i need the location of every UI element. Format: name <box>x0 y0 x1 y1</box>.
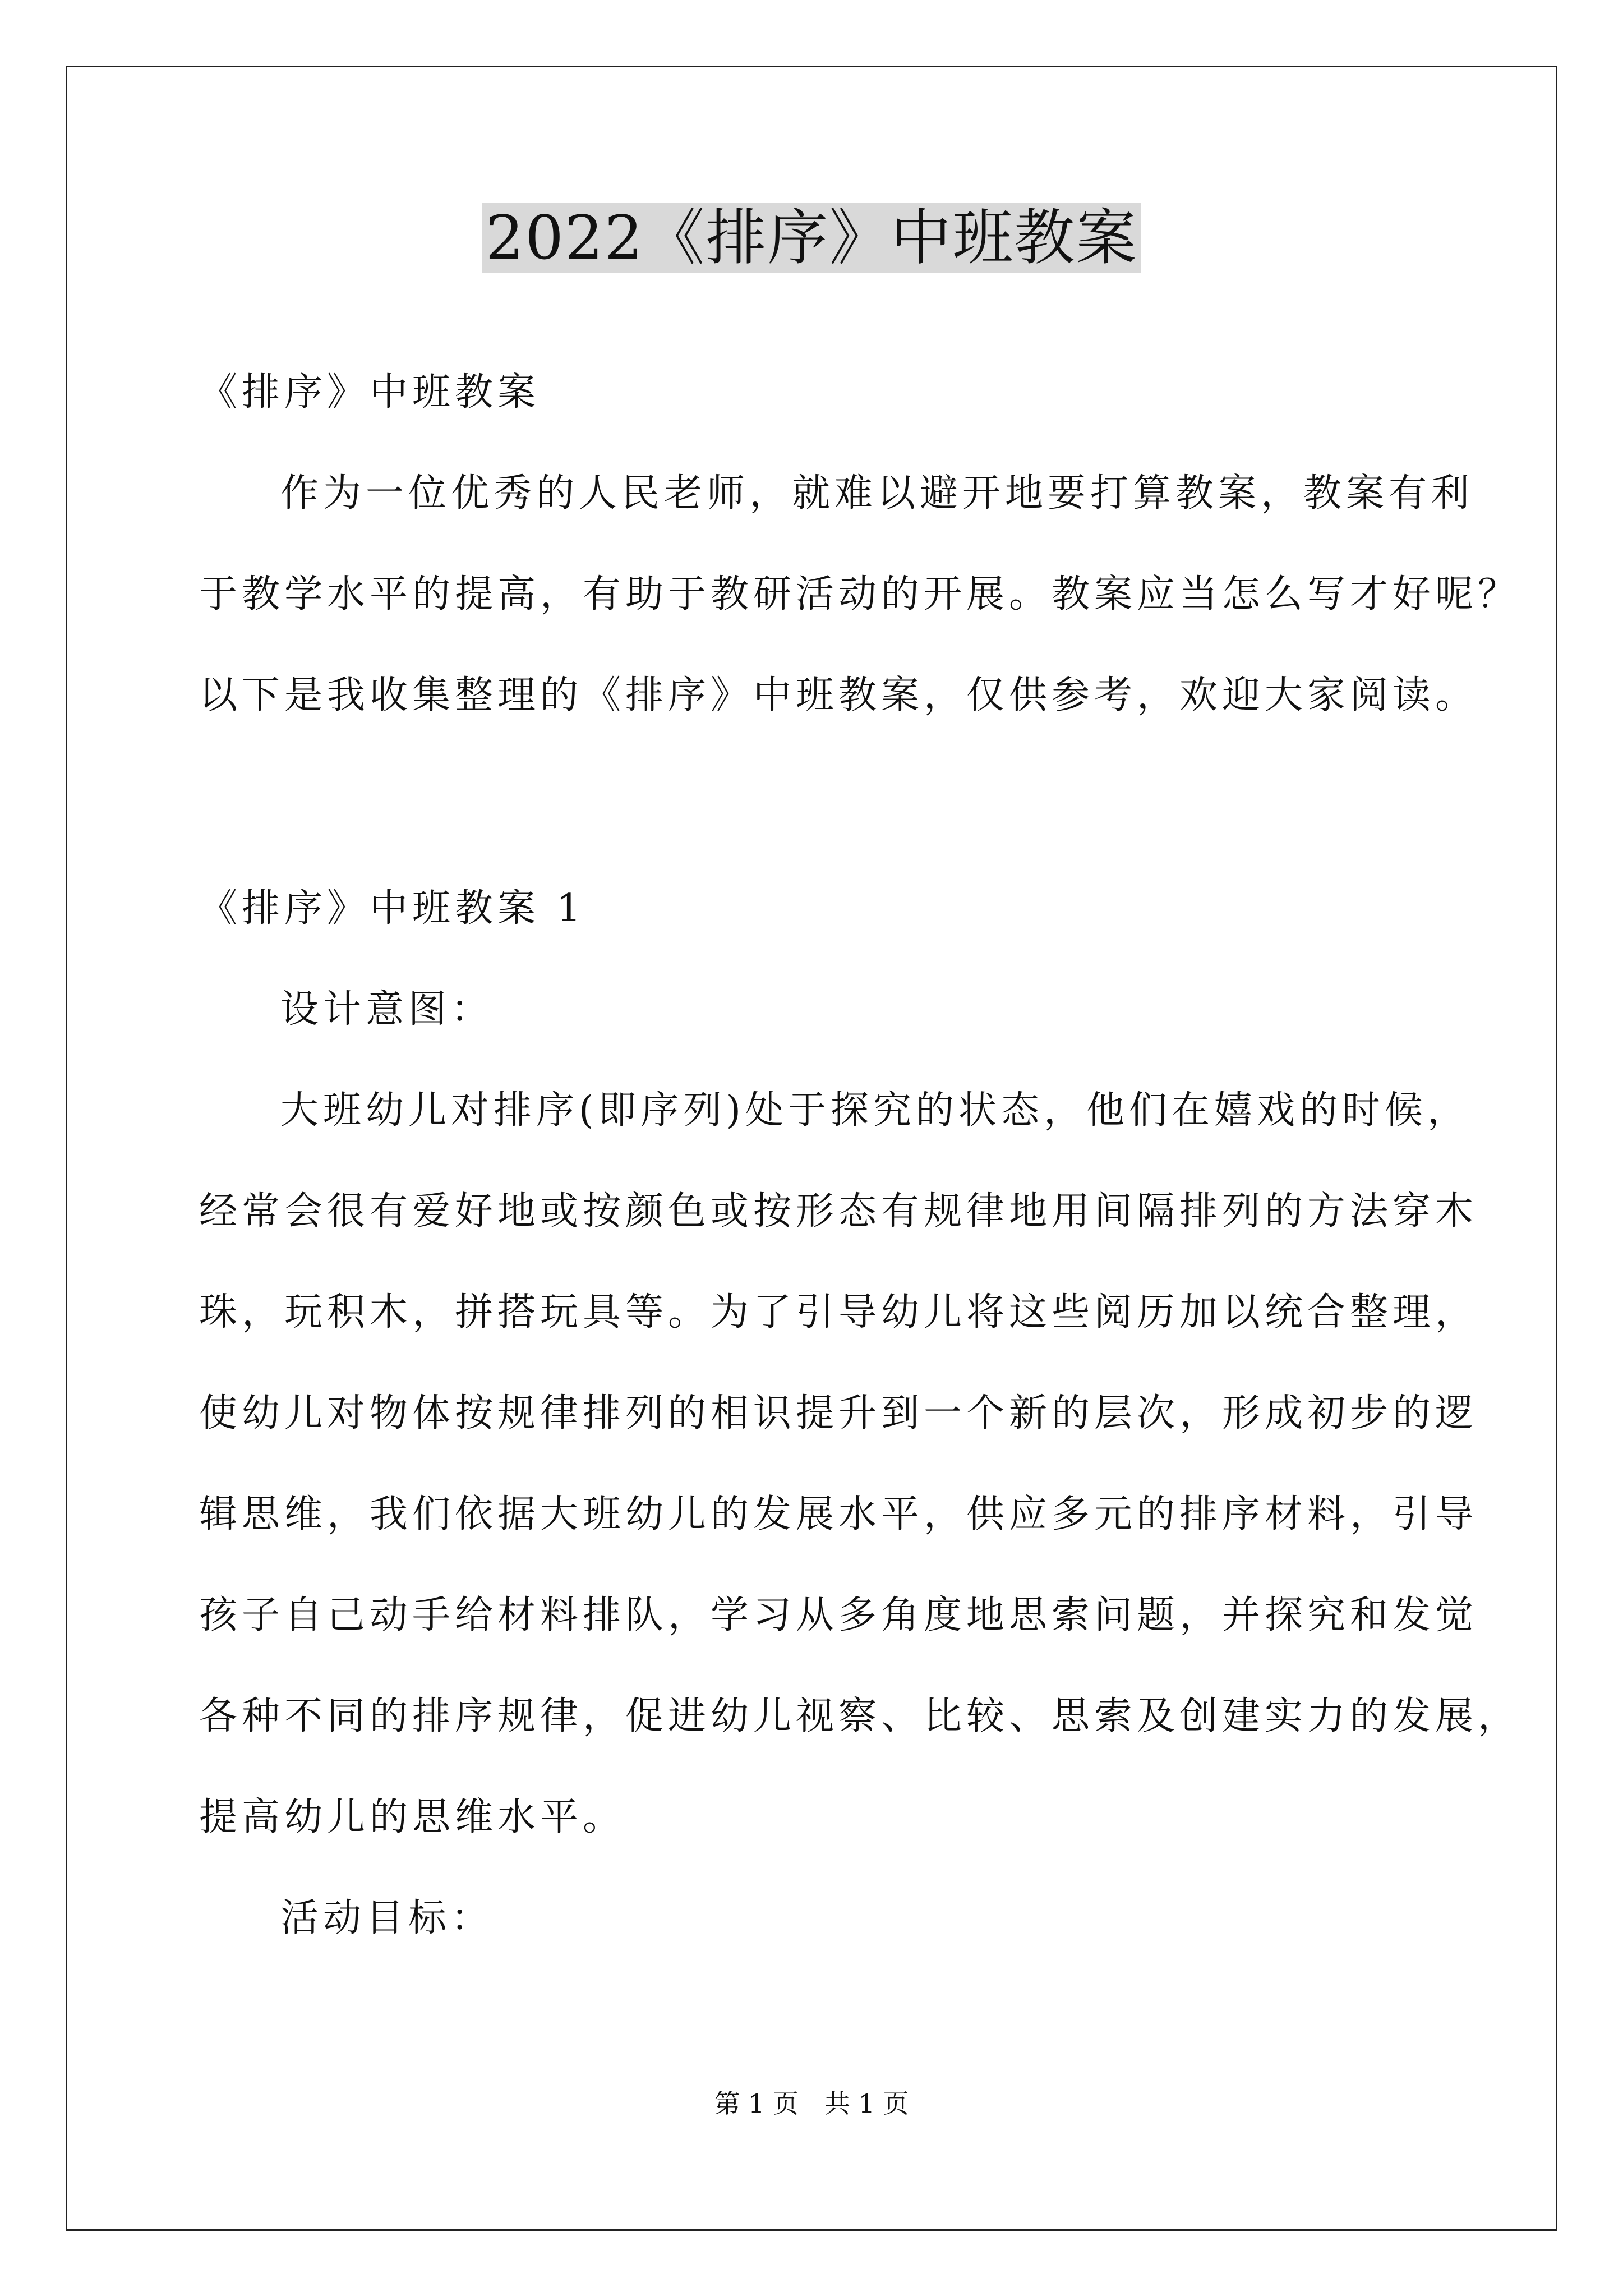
page-footer: 第 1 页 共 1 页 <box>714 2088 909 2119</box>
paragraph-line: 孩子自己动手给材料排队，学习从多角度地思索问题，并探究和发觉 <box>199 1593 1478 1637</box>
paragraph-line: 经常会很有爱好地或按颜色或按形态有规律地用间隔排列的方法穿木 <box>199 1189 1478 1234</box>
subtitle-line: 《排序》中班教案 <box>199 370 541 415</box>
paragraph-line: 珠，玩积木，拼搭玩具等。为了引导幼儿将这些阅历加以统合整理， <box>199 1290 1478 1335</box>
paragraph-line: 作为一位优秀的人民老师，就难以避开地要打算教案，教案有利 <box>280 471 1474 516</box>
paragraph-line: 于教学水平的提高，有助于教研活动的开展。教案应当怎么写才好呢？ <box>199 572 1521 616</box>
paragraph-line: 大班幼儿对排序(即序列)处于探究的状态，他们在嬉戏的时候， <box>280 1088 1470 1133</box>
subheading: 设计意图： <box>280 987 494 1032</box>
section-heading: 《排序》中班教案 1 <box>199 886 585 931</box>
paragraph-line: 各种不同的排序规律，促进幼儿视察、比较、思索及创建实力的发展， <box>199 1694 1521 1738</box>
title-text: 2022《排序》中班教案 <box>482 203 1141 273</box>
document-title <box>0 196 1623 280</box>
paragraph-line: 以下是我收集整理的《排序》中班教案，仅供参考，欢迎大家阅读。 <box>199 673 1478 717</box>
paragraph-line: 提高幼儿的思维水平。 <box>199 1795 626 1839</box>
paragraph-line: 使幼儿对物体按规律排列的相识提升到一个新的层次，形成初步的逻 <box>199 1391 1478 1435</box>
paragraph-line: 辑思维，我们依据大班幼儿的发展水平，供应多元的排序材料，引导 <box>199 1492 1478 1536</box>
subheading: 活动目标： <box>280 1896 494 1940</box>
